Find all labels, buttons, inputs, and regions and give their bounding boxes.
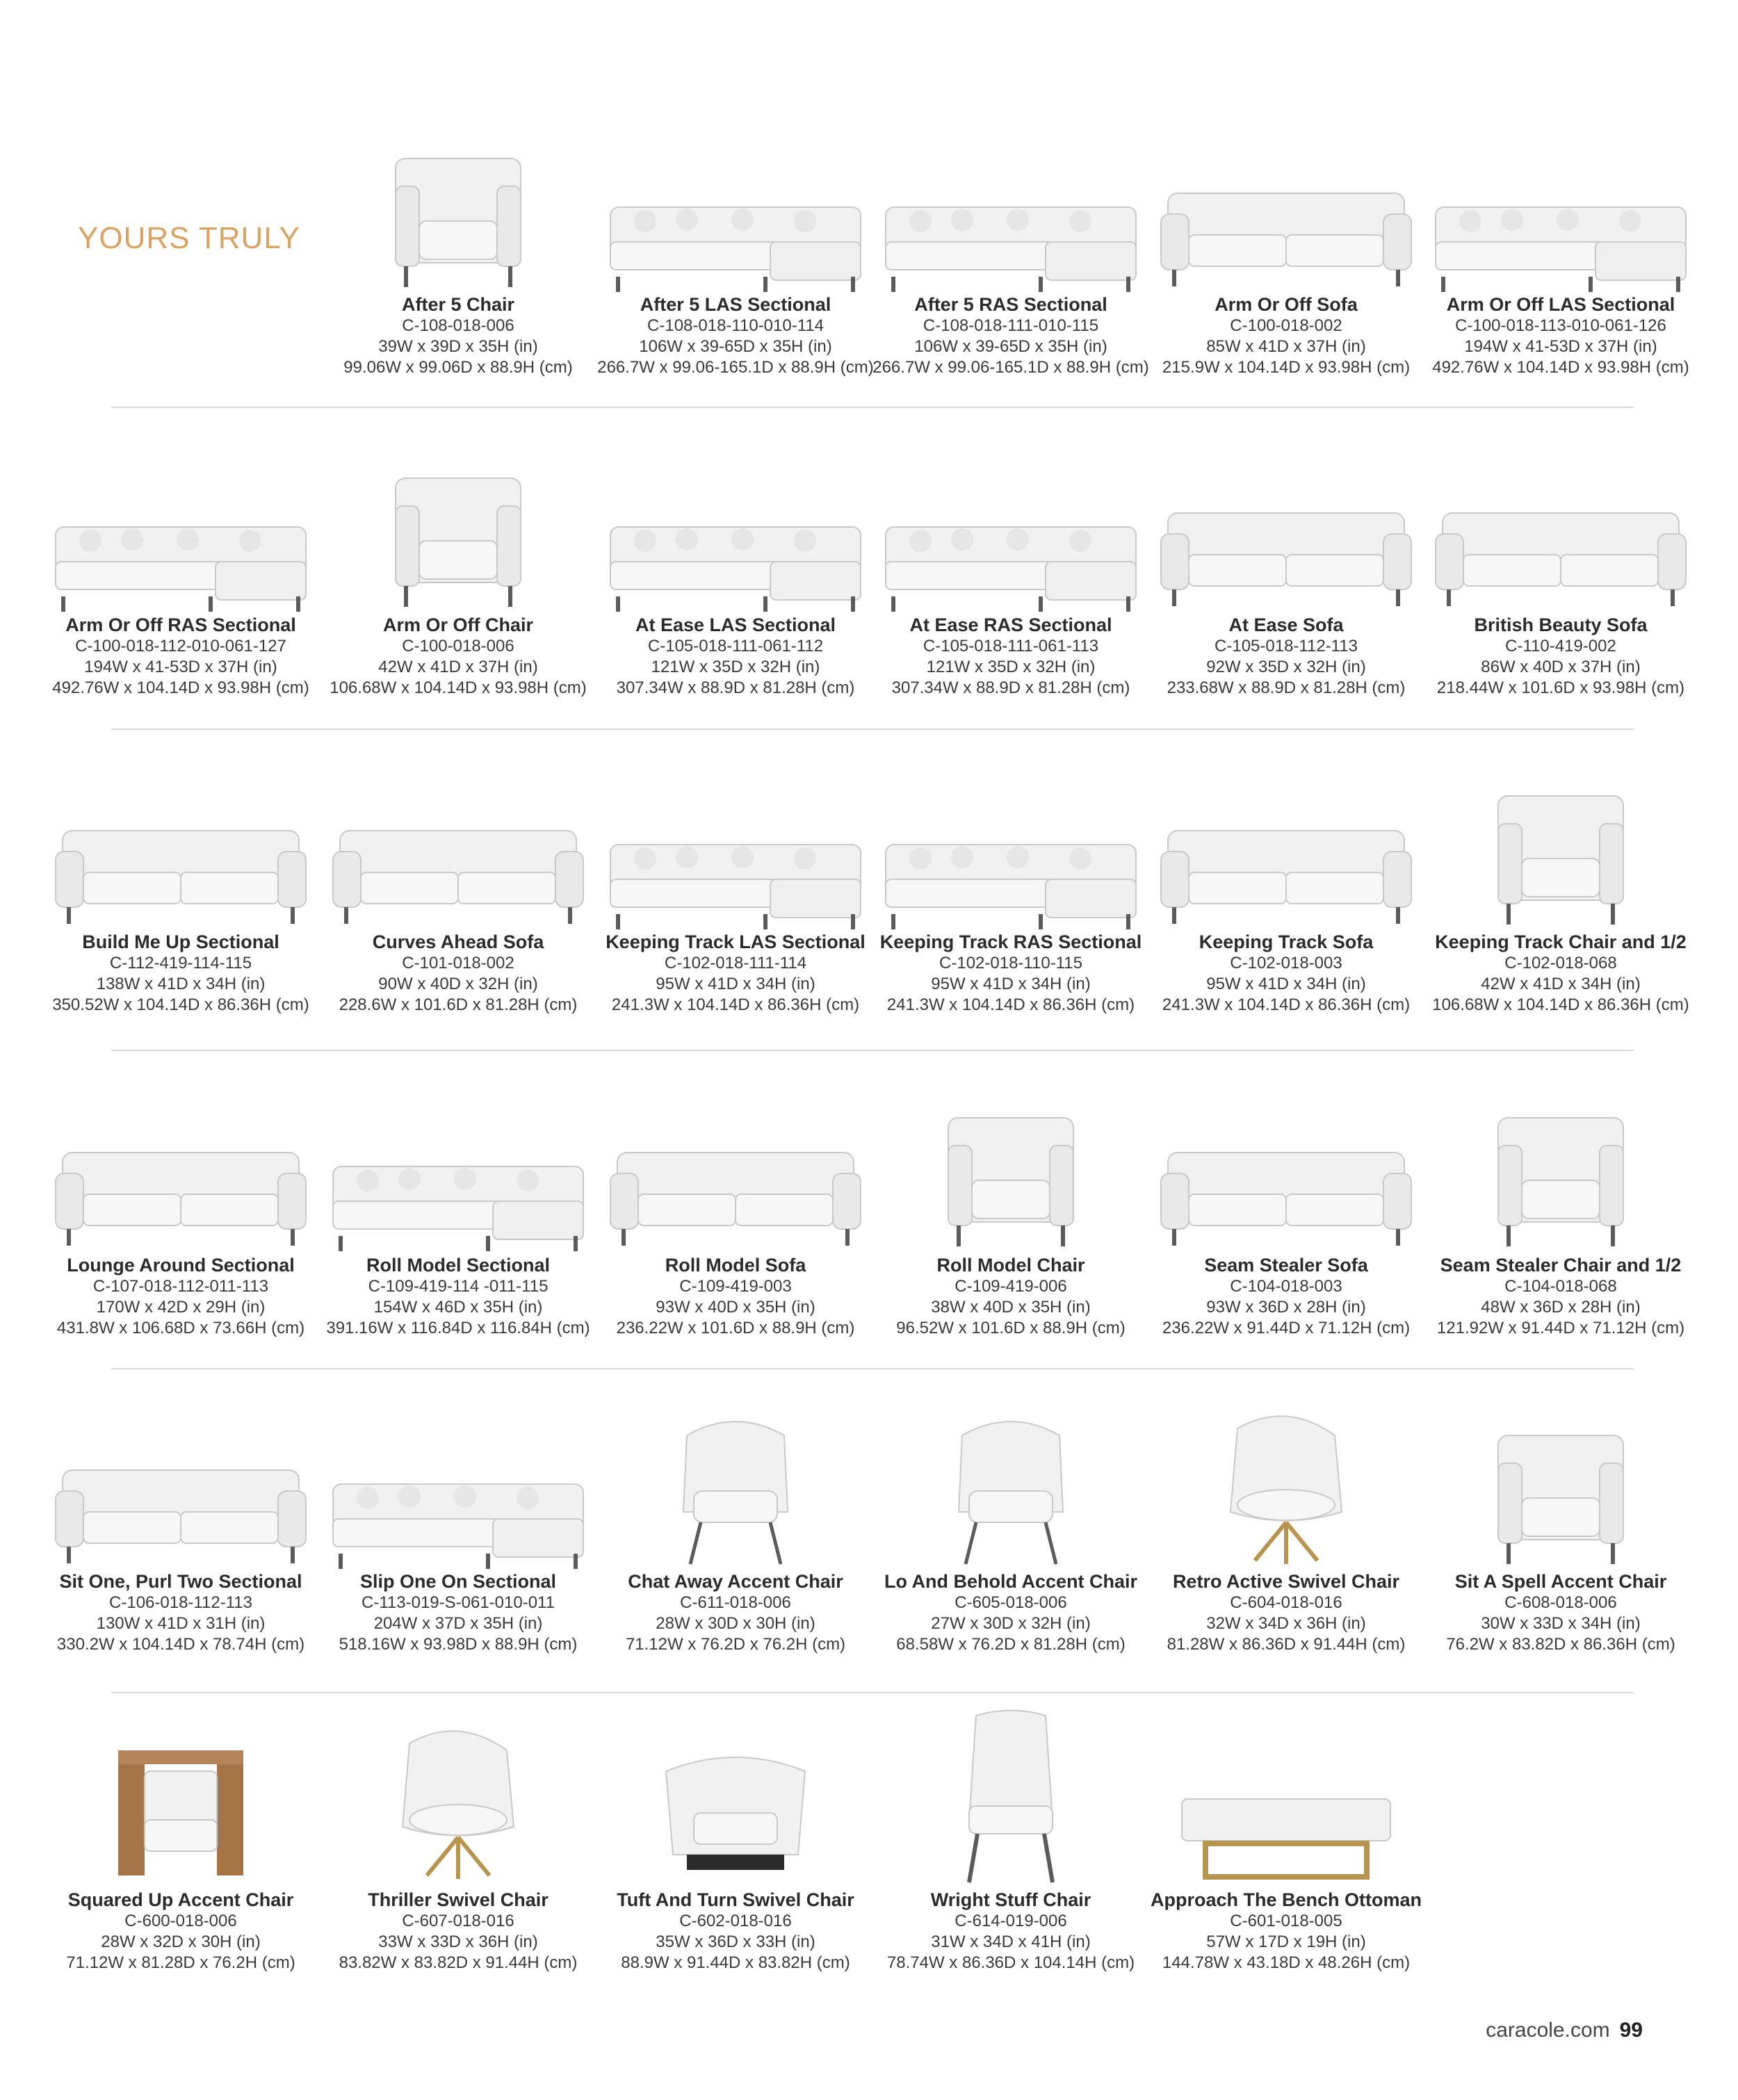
row-divider	[111, 1692, 1634, 1693]
product-sku: C-101-018-002	[402, 954, 514, 972]
product-sku: C-604-018-016	[1230, 1593, 1342, 1612]
product-name: Squared Up Accent Chair	[67, 1889, 294, 1910]
product-name: Arm Or Off Sofa	[1215, 294, 1358, 315]
product-name: Wright Stuff Chair	[930, 1889, 1091, 1910]
product-name: Tuft And Turn Swivel Chair	[617, 1889, 854, 1910]
product-image-lo-and-behold-accent-chair	[872, 1394, 1150, 1574]
product-name: Keeping Track Sofa	[1199, 931, 1374, 952]
product-name: Roll Model Sofa	[665, 1255, 806, 1276]
product-dimensions-in: 90W x 40D x 32H (in)	[378, 975, 538, 993]
product-sku: C-105-018-111-061-112	[647, 637, 824, 656]
product-dimensions-cm: 241.3W x 104.14D x 86.36H (cm)	[1162, 995, 1411, 1014]
product-dimensions-cm: 218.44W x 101.6D x 93.98H (cm)	[1436, 678, 1685, 697]
product-name: Keeping Track RAS Sectional	[879, 931, 1142, 952]
product-caption-lo-and-behold-accent-chair	[872, 1571, 1150, 1655]
product-dimensions-in: 154W x 46D x 35H (in)	[373, 1298, 543, 1317]
product-dimensions-cm: 106.68W x 104.14D x 93.98H (cm)	[330, 678, 587, 697]
product-dimensions-in: 106W x 39-65D x 35H (in)	[639, 337, 832, 356]
product-dimensions-in: 32W x 34D x 36H (in)	[1206, 1614, 1366, 1633]
product-name: Sit One, Purl Two Sectional	[59, 1571, 302, 1592]
product-caption-british-beauty-sofa	[1422, 614, 1700, 699]
product-dimensions-cm: 99.06W x 99.06D x 88.9H (cm)	[343, 358, 573, 377]
product-name: After 5 Chair	[401, 294, 515, 315]
product-name: Lo And Behold Accent Chair	[884, 1571, 1137, 1592]
product-image-thriller-swivel-chair	[319, 1709, 597, 1889]
product-name: Arm Or Off RAS Sectional	[65, 614, 296, 635]
product-dimensions-cm: 266.7W x 99.06-165.1D x 88.9H (cm)	[872, 358, 1149, 377]
product-image-arm-or-off-las-sectional	[1422, 117, 1700, 298]
product-name: Arm Or Off Chair	[382, 614, 534, 635]
product-caption-after-5-ras-sectional	[872, 294, 1150, 378]
product-sku: C-602-018-016	[679, 1912, 792, 1930]
product-sku: C-100-018-112-010-061-127	[75, 637, 286, 656]
product-caption-after-5-las-sectional	[596, 294, 875, 378]
product-dimensions-cm: 236.22W x 101.6D x 88.9H (cm)	[616, 1319, 855, 1337]
product-caption-build-me-up-sectional	[42, 931, 320, 1016]
product-dimensions-cm: 228.6W x 101.6D x 81.28H (cm)	[339, 995, 578, 1014]
product-dimensions-in: 39W x 39D x 35H (in)	[378, 337, 538, 356]
product-sku: C-113-019-S-061-010-011	[362, 1593, 555, 1612]
section-title: YOURS TRULY	[78, 221, 300, 255]
product-sku: C-107-018-112-011-113	[92, 1277, 269, 1296]
product-dimensions-in: 194W x 41-53D x 37H (in)	[84, 658, 277, 676]
product-image-roll-model-sectional	[319, 1076, 597, 1257]
product-dimensions-in: 170W x 42D x 29H (in)	[96, 1298, 266, 1317]
product-sku: C-102-018-003	[1230, 954, 1342, 972]
product-caption-roll-model-sofa	[596, 1255, 875, 1339]
product-caption-keeping-track-ras-sectional	[872, 931, 1150, 1016]
product-image-retro-active-swivel-chair	[1147, 1394, 1425, 1574]
product-sku: C-102-018-110-115	[939, 954, 1082, 972]
product-name: Keeping Track LAS Sectional	[606, 931, 866, 952]
product-dimensions-cm: 350.52W x 104.14D x 86.36H (cm)	[52, 995, 309, 1014]
product-image-after-5-ras-sectional	[872, 117, 1150, 298]
product-dimensions-cm: 71.12W x 76.2D x 76.2H (cm)	[625, 1635, 846, 1654]
product-dimensions-cm: 88.9W x 91.44D x 83.82H (cm)	[621, 1953, 850, 1972]
product-image-at-ease-las-sectional	[596, 437, 875, 617]
product-dimensions-in: 42W x 41D x 34H (in)	[1481, 975, 1641, 993]
product-dimensions-in: 95W x 41D x 34H (in)	[931, 975, 1091, 993]
product-dimensions-in: 86W x 40D x 37H (in)	[1481, 658, 1641, 676]
product-name: At Ease RAS Sectional	[909, 614, 1112, 635]
product-image-approach-the-bench-ottoman	[1147, 1709, 1425, 1889]
product-sku: C-108-018-111-010-115	[923, 316, 1099, 335]
product-caption-arm-or-off-ras-sectional	[42, 614, 320, 699]
product-caption-keeping-track-chair-and-1-2	[1422, 931, 1700, 1016]
product-caption-arm-or-off-sofa	[1147, 294, 1425, 378]
product-image-keeping-track-las-sectional	[596, 754, 875, 935]
product-sku: C-608-018-006	[1504, 1593, 1617, 1612]
product-sku: C-102-018-068	[1504, 954, 1617, 972]
product-image-at-ease-ras-sectional	[872, 437, 1150, 617]
product-caption-keeping-track-las-sectional	[596, 931, 875, 1016]
product-image-keeping-track-ras-sectional	[872, 754, 1150, 935]
product-caption-sit-one-purl-two-sectional	[42, 1571, 320, 1655]
product-dimensions-cm: 215.9W x 104.14D x 93.98H (cm)	[1162, 358, 1411, 377]
product-caption-squared-up-accent-chair	[42, 1889, 320, 1973]
product-dimensions-in: 130W x 41D x 31H (in)	[96, 1614, 266, 1633]
product-dimensions-cm: 241.3W x 104.14D x 86.36H (cm)	[886, 995, 1135, 1014]
product-dimensions-in: 93W x 36D x 28H (in)	[1206, 1298, 1366, 1317]
product-caption-chat-away-accent-chair	[596, 1571, 875, 1655]
product-sku: C-106-018-112-113	[109, 1593, 252, 1612]
product-dimensions-cm: 71.12W x 81.28D x 76.2H (cm)	[66, 1953, 295, 1972]
product-name: Curves Ahead Sofa	[372, 931, 544, 952]
product-image-lounge-around-sectional	[42, 1076, 320, 1257]
product-dimensions-in: 138W x 41D x 34H (in)	[96, 975, 266, 993]
product-dimensions-cm: 78.74W x 86.36D x 104.14H (cm)	[886, 1953, 1135, 1972]
product-name: British Beauty Sofa	[1474, 614, 1648, 635]
product-sku: C-614-019-006	[955, 1912, 1067, 1930]
product-image-chat-away-accent-chair	[596, 1394, 875, 1574]
product-dimensions-cm: 76.2W x 83.82D x 86.36H (cm)	[1446, 1635, 1675, 1654]
product-image-after-5-las-sectional	[596, 117, 875, 298]
product-name: Thriller Swivel Chair	[368, 1889, 549, 1910]
product-image-squared-up-accent-chair	[42, 1709, 320, 1889]
product-caption-roll-model-chair	[872, 1255, 1150, 1339]
product-name: At Ease Sofa	[1228, 614, 1344, 635]
product-image-after-5-chair	[319, 117, 597, 298]
product-dimensions-cm: 68.58W x 76.2D x 81.28H (cm)	[896, 1635, 1126, 1654]
product-image-seam-stealer-sofa	[1147, 1076, 1425, 1257]
product-caption-at-ease-sofa	[1147, 614, 1425, 699]
product-dimensions-in: 121W x 35D x 32H (in)	[926, 658, 1096, 676]
product-name: Arm Or Off LAS Sectional	[1446, 294, 1675, 315]
product-dimensions-in: 28W x 32D x 30H (in)	[101, 1932, 261, 1951]
product-caption-approach-the-bench-ottoman	[1147, 1889, 1425, 1973]
product-image-roll-model-sofa	[596, 1076, 875, 1257]
product-sku: C-100-018-002	[1230, 316, 1342, 335]
product-sku: C-105-018-111-061-113	[923, 637, 1099, 656]
product-dimensions-cm: 106.68W x 104.14D x 86.36H (cm)	[1432, 995, 1689, 1014]
product-dimensions-in: 92W x 35D x 32H (in)	[1206, 658, 1366, 676]
product-caption-after-5-chair	[319, 294, 597, 378]
product-name: Sit A Spell Accent Chair	[1454, 1571, 1667, 1592]
product-name: Lounge Around Sectional	[67, 1255, 295, 1276]
product-image-build-me-up-sectional	[42, 754, 320, 935]
product-image-arm-or-off-chair	[319, 437, 597, 617]
product-sku: C-104-018-068	[1504, 1277, 1617, 1296]
product-dimensions-cm: 144.78W x 43.18D x 48.26H (cm)	[1162, 1953, 1411, 1972]
product-dimensions-cm: 83.82W x 83.82D x 91.44H (cm)	[339, 1953, 578, 1972]
product-dimensions-in: 106W x 39-65D x 35H (in)	[914, 337, 1107, 356]
product-dimensions-in: 33W x 33D x 36H (in)	[378, 1932, 538, 1951]
product-caption-seam-stealer-chair-and-1-2	[1422, 1255, 1700, 1339]
product-dimensions-in: 95W x 41D x 34H (in)	[656, 975, 815, 993]
product-image-keeping-track-sofa	[1147, 754, 1425, 935]
product-caption-thriller-swivel-chair	[319, 1889, 597, 1973]
product-dimensions-in: 42W x 41D x 37H (in)	[378, 658, 538, 676]
product-caption-tuft-and-turn-swivel-chair	[596, 1889, 875, 1973]
product-caption-arm-or-off-las-sectional	[1422, 294, 1700, 378]
product-image-tuft-and-turn-swivel-chair	[596, 1709, 875, 1889]
product-image-roll-model-chair	[872, 1076, 1150, 1257]
product-sku: C-611-018-006	[680, 1593, 791, 1612]
product-dimensions-in: 30W x 33D x 34H (in)	[1481, 1614, 1641, 1633]
product-dimensions-cm: 233.68W x 88.9D x 81.28H (cm)	[1167, 678, 1406, 697]
product-dimensions-cm: 121.92W x 91.44D x 71.12H (cm)	[1436, 1319, 1685, 1337]
product-name: Keeping Track Chair and 1/2	[1435, 931, 1687, 952]
product-dimensions-in: 85W x 41D x 37H (in)	[1206, 337, 1366, 356]
product-dimensions-cm: 81.28W x 86.36D x 91.44H (cm)	[1167, 1635, 1406, 1654]
product-sku: C-104-018-003	[1230, 1277, 1342, 1296]
product-name: Chat Away Accent Chair	[628, 1571, 843, 1592]
product-name: Roll Model Chair	[936, 1255, 1085, 1276]
product-sku: C-605-018-006	[955, 1593, 1067, 1612]
product-dimensions-cm: 236.22W x 91.44D x 71.12H (cm)	[1162, 1319, 1411, 1337]
product-name: Build Me Up Sectional	[82, 931, 279, 952]
product-name: Approach The Bench Ottoman	[1150, 1889, 1422, 1910]
footer-site: caracole.com	[1486, 2019, 1610, 2042]
product-caption-roll-model-sectional	[319, 1255, 597, 1339]
product-caption-sit-a-spell-accent-chair	[1422, 1571, 1700, 1655]
product-name: Slip One On Sectional	[359, 1571, 557, 1592]
product-caption-at-ease-ras-sectional	[872, 614, 1150, 699]
page-number: 99	[1619, 2019, 1643, 2042]
product-sku: C-108-018-006	[402, 316, 514, 335]
product-dimensions-in: 95W x 41D x 34H (in)	[1206, 975, 1366, 993]
product-dimensions-cm: 492.76W x 104.14D x 93.98H (cm)	[52, 678, 309, 697]
product-sku: C-102-018-111-114	[664, 954, 807, 972]
product-image-sit-a-spell-accent-chair	[1422, 1394, 1700, 1574]
product-dimensions-cm: 307.34W x 88.9D x 81.28H (cm)	[891, 678, 1130, 697]
product-dimensions-in: 57W x 17D x 19H (in)	[1206, 1932, 1366, 1951]
product-dimensions-in: 31W x 34D x 41H (in)	[931, 1932, 1091, 1951]
product-image-british-beauty-sofa	[1422, 437, 1700, 617]
product-dimensions-cm: 391.16W x 116.84D x 116.84H (cm)	[326, 1319, 590, 1337]
product-dimensions-in: 35W x 36D x 33H (in)	[656, 1932, 815, 1951]
product-caption-wright-stuff-chair	[872, 1889, 1150, 1973]
product-name: After 5 RAS Sectional	[914, 294, 1107, 315]
product-image-arm-or-off-sofa	[1147, 117, 1425, 298]
product-caption-at-ease-las-sectional	[596, 614, 875, 699]
product-sku: C-108-018-110-010-114	[647, 316, 824, 335]
product-name: Seam Stealer Chair and 1/2	[1440, 1255, 1682, 1276]
product-image-keeping-track-chair-and-1-2	[1422, 754, 1700, 935]
product-dimensions-cm: 518.16W x 93.98D x 88.9H (cm)	[339, 1635, 578, 1654]
product-dimensions-cm: 266.7W x 99.06-165.1D x 88.9H (cm)	[597, 358, 874, 377]
product-image-slip-one-on-sectional	[319, 1394, 597, 1574]
product-sku: C-109-419-003	[679, 1277, 792, 1296]
product-sku: C-110-419-002	[1505, 637, 1616, 656]
product-dimensions-in: 204W x 37D x 35H (in)	[373, 1614, 543, 1633]
product-dimensions-cm: 330.2W x 104.14D x 78.74H (cm)	[56, 1635, 305, 1654]
row-divider	[111, 1368, 1634, 1369]
product-sku: C-600-018-006	[124, 1912, 237, 1930]
product-dimensions-cm: 241.3W x 104.14D x 86.36H (cm)	[611, 995, 860, 1014]
product-caption-seam-stealer-sofa	[1147, 1255, 1425, 1339]
product-dimensions-in: 194W x 41-53D x 37H (in)	[1464, 337, 1657, 356]
product-sku: C-105-018-112-113	[1215, 637, 1358, 656]
product-name: Roll Model Sectional	[366, 1255, 551, 1276]
product-image-at-ease-sofa	[1147, 437, 1425, 617]
product-caption-curves-ahead-sofa	[319, 931, 597, 1016]
row-divider	[111, 407, 1634, 408]
product-dimensions-in: 27W x 30D x 32H (in)	[931, 1614, 1091, 1633]
product-image-arm-or-off-ras-sectional	[42, 437, 320, 617]
product-caption-lounge-around-sectional	[42, 1255, 320, 1339]
product-image-seam-stealer-chair-and-1-2	[1422, 1076, 1700, 1257]
product-name: Seam Stealer Sofa	[1204, 1255, 1368, 1276]
product-dimensions-in: 48W x 36D x 28H (in)	[1481, 1298, 1641, 1317]
product-name: Retro Active Swivel Chair	[1172, 1571, 1400, 1592]
row-divider	[111, 729, 1634, 730]
product-dimensions-cm: 431.8W x 106.68D x 73.66H (cm)	[56, 1319, 305, 1337]
product-dimensions-in: 93W x 40D x 35H (in)	[656, 1298, 815, 1317]
product-dimensions-cm: 307.34W x 88.9D x 81.28H (cm)	[616, 678, 855, 697]
page-footer	[1486, 2019, 1643, 2042]
product-sku: C-607-018-016	[402, 1912, 514, 1930]
product-name: After 5 LAS Sectional	[640, 294, 831, 315]
product-image-wright-stuff-chair	[872, 1709, 1150, 1889]
product-caption-retro-active-swivel-chair	[1147, 1571, 1425, 1655]
product-dimensions-in: 38W x 40D x 35H (in)	[931, 1298, 1091, 1317]
product-sku: C-109-419-114 -011-115	[368, 1277, 549, 1296]
product-caption-slip-one-on-sectional	[319, 1571, 597, 1655]
product-dimensions-cm: 96.52W x 101.6D x 88.9H (cm)	[896, 1319, 1126, 1337]
product-sku: C-100-018-113-010-061-126	[1455, 316, 1666, 335]
product-sku: C-100-018-006	[402, 637, 514, 656]
product-caption-keeping-track-sofa	[1147, 931, 1425, 1016]
product-image-curves-ahead-sofa	[319, 754, 597, 935]
row-divider	[111, 1050, 1634, 1051]
product-sku: C-601-018-005	[1230, 1912, 1342, 1930]
product-dimensions-in: 121W x 35D x 32H (in)	[651, 658, 820, 676]
product-sku: C-112-419-114-115	[109, 954, 252, 972]
product-name: At Ease LAS Sectional	[635, 614, 836, 635]
product-sku: C-109-419-006	[955, 1277, 1067, 1296]
product-caption-arm-or-off-chair	[319, 614, 597, 699]
product-dimensions-in: 28W x 30D x 30H (in)	[656, 1614, 815, 1633]
product-dimensions-cm: 492.76W x 104.14D x 93.98H (cm)	[1432, 358, 1689, 377]
product-image-sit-one-purl-two-sectional	[42, 1394, 320, 1574]
